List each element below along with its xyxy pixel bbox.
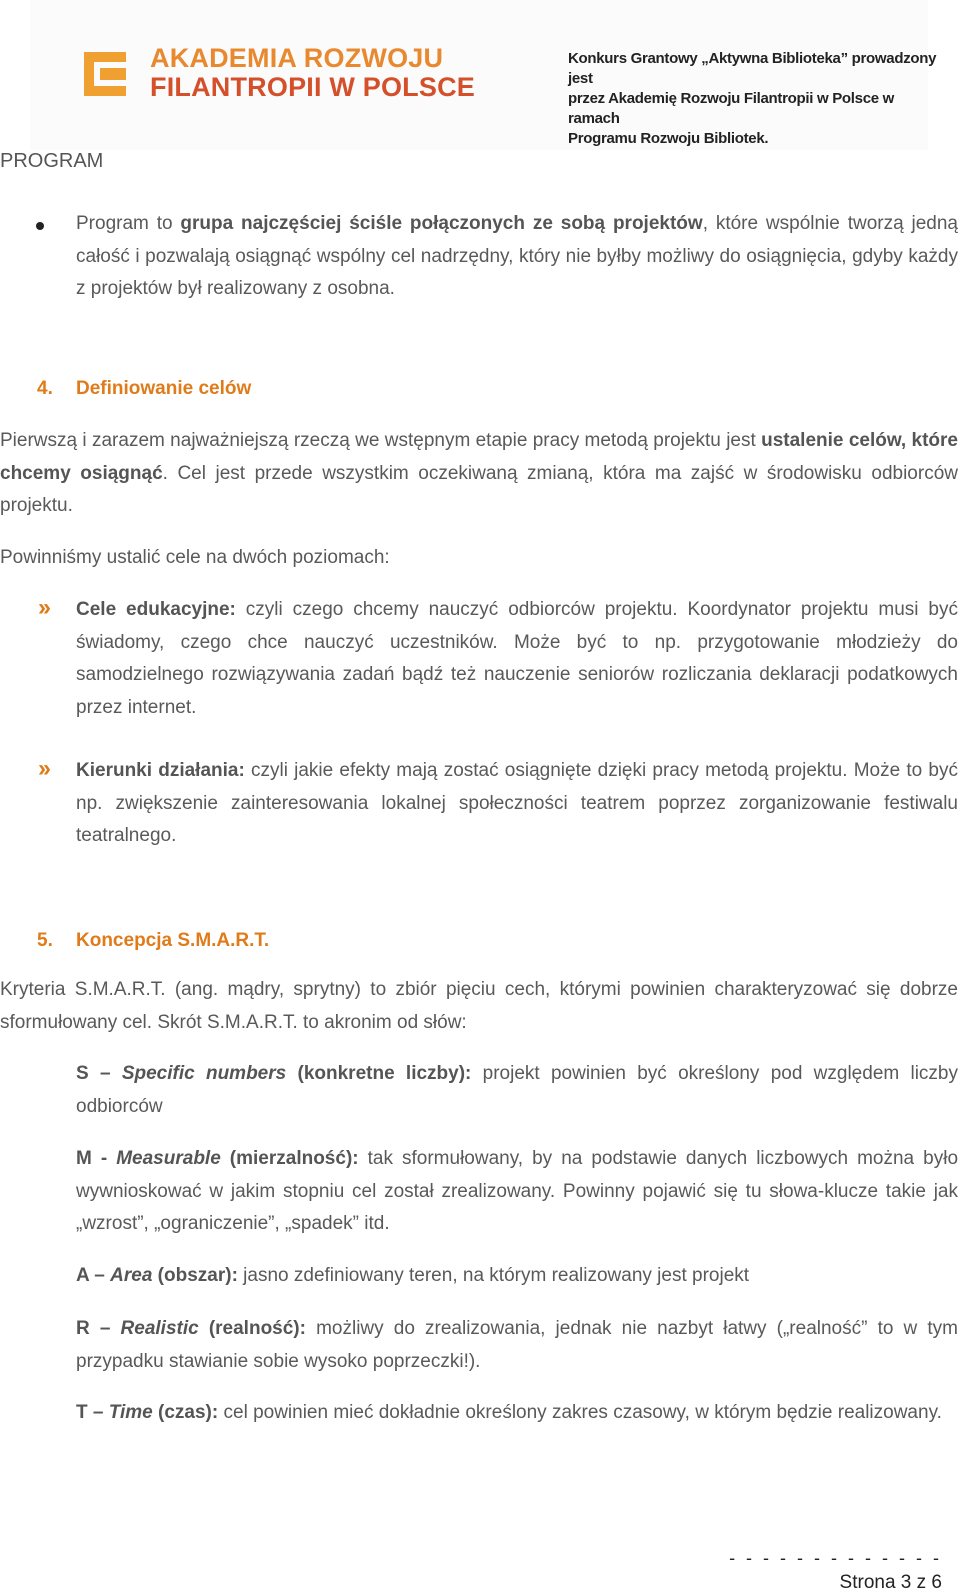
smart-text: projekt powinien być określony pod względem liczby odbiorców [76, 1063, 959, 1117]
smart-text: możliwy do zrealizowania, jednak nie nazbyt łatwy („realność” to w tym przypadku stawianie sobie wysoko poprzeczki!). [76, 1318, 958, 1372]
grant-line-1: Konkurs Grantowy „Aktywna Biblioteka” prowadzony jest [568, 50, 937, 87]
smart-term: Area [110, 1265, 153, 1286]
smart-letter: M - [76, 1148, 108, 1169]
goal-item-2-text: czyli jakie efekty mają zostać osiągnięte dzięki pracy metodą projektu. Może to być np. zwiększenie zainteresowania lokalnej społeczności teatrem poprzez zorganizowanie festiwalu teatralnego. [76, 760, 958, 846]
grant-line-2: przez Akademię Rozwoju Filantropii w Polsce w ramach [568, 90, 895, 127]
smart-gloss: (obszar): [152, 1265, 238, 1286]
smart-letter: R – [76, 1318, 111, 1339]
chevron-right-icon: ›› [38, 594, 48, 621]
smart-term: Specific numbers [121, 1063, 287, 1084]
goal-item-1-text: czyli czego chcemy nauczyć odbiorców projektu. Koordynator projektu musi być świadomy, czego chce nauczyć uczestników. Może być to np. przygotowanie młodzieży do samodzielnego rozwiązywania zadań bądź też nauczenie seniorów rozliczania deklaracji podatkowych przez internet. [76, 599, 958, 718]
smart-item-a [76, 1260, 958, 1293]
program-bold: grupa najczęściej ściśle połączonych ze sobą projektów [180, 213, 703, 234]
program-paragraph [76, 208, 958, 306]
bullet-icon [36, 222, 44, 230]
smart-gloss: (mierzalność): [220, 1148, 359, 1169]
goal-item-2-label: Kierunki działania: [76, 760, 245, 781]
section-4-bold: ustalenie celów, które chcemy osiągnąć [0, 430, 958, 484]
smart-item-s [76, 1058, 958, 1123]
smart-gloss: (konkretne liczby): [286, 1063, 472, 1084]
goal-item-1-label: Cele edukacyjne: [76, 599, 236, 620]
section-5-title: Koncepcja S.M.A.R.T. [76, 930, 270, 951]
goal-item-1 [76, 594, 958, 724]
section-4-text-2: . Cel jest przede wszystkim oczekiwaną zmianą, która ma zajść w środowisku odbiorców projektu. [0, 462, 958, 516]
grant-notice [568, 49, 948, 149]
logo-line-1: AKADEMIA ROZWOJU [150, 43, 444, 73]
smart-letter: A – [76, 1265, 105, 1286]
smart-text: cel powinien mieć dokładnie określony zakres czasowy, w którym będzie realizowany. [218, 1402, 942, 1423]
smart-text: tak sformułowany, by na podstawie danych liczbowych można było wywnioskować w jakim stopniu cel został zrealizowany. Powinny pojawić się tu słowa-klucze takie jak „wzrost”, „ograniczenie”, „spadek” itd. [76, 1148, 959, 1234]
smart-item-r [76, 1313, 958, 1378]
logo-line-2: FILANTROPII W POLSCE [150, 72, 475, 102]
smart-item-m [76, 1143, 958, 1241]
footer-divider: - - - - - - - - - - - - - [729, 1548, 942, 1568]
smart-text: jasno zdefiniowany teren, na którym realizowany jest projekt [237, 1265, 750, 1286]
section-5-intro: Kryteria S.M.A.R.T. (ang. mądry, sprytny) to zbiór pięciu cech, którymi powinien charakteryzować się dobrze sformułowany cel. Skrót S.M.A.R.T. to akronim od słów: [0, 979, 958, 1033]
smart-term: Time [108, 1402, 153, 1423]
akademia-logo-icon [80, 48, 130, 100]
goal-item-2 [76, 755, 958, 853]
section-5-number: 5. [37, 930, 53, 951]
section-4-text-1: Pierwszą i zarazem najważniejszą rzeczą we wstępnym etapie pracy metodą projektu jest [0, 430, 762, 451]
chevron-right-icon: ›› [38, 755, 48, 782]
smart-gloss: (czas): [152, 1402, 219, 1423]
logo-wordmark [150, 44, 475, 102]
smart-term: Realistic [120, 1318, 199, 1339]
header-banner [30, 0, 937, 150]
grant-line-3: Programu Rozwoju Bibliotek. [568, 130, 769, 147]
smart-letter: T – [76, 1402, 104, 1423]
smart-letter: S – [76, 1063, 111, 1084]
smart-term: Measurable [116, 1148, 221, 1169]
smart-gloss: (realność): [198, 1318, 306, 1339]
section-4-number: 4. [37, 378, 53, 399]
program-heading: PROGRAM [0, 150, 104, 172]
program-text-1: Program to [76, 213, 181, 234]
smart-item-t [76, 1397, 958, 1430]
section-4-intro: Powinniśmy ustalić cele na dwóch poziomach: [0, 547, 390, 568]
section-4-paragraph [0, 425, 958, 523]
program-text-2: , które wspólnie tworzą jedną całość i pozwalają osiągnąć wspólny cel nadrzędny, który nie byłby możliwy do osiągnięcia, gdyby każdy z projektów był realizowany z osobna. [76, 213, 958, 299]
section-4-title: Definiowanie celów [76, 378, 252, 399]
page-number: Strona 3 z 6 [839, 1572, 942, 1593]
